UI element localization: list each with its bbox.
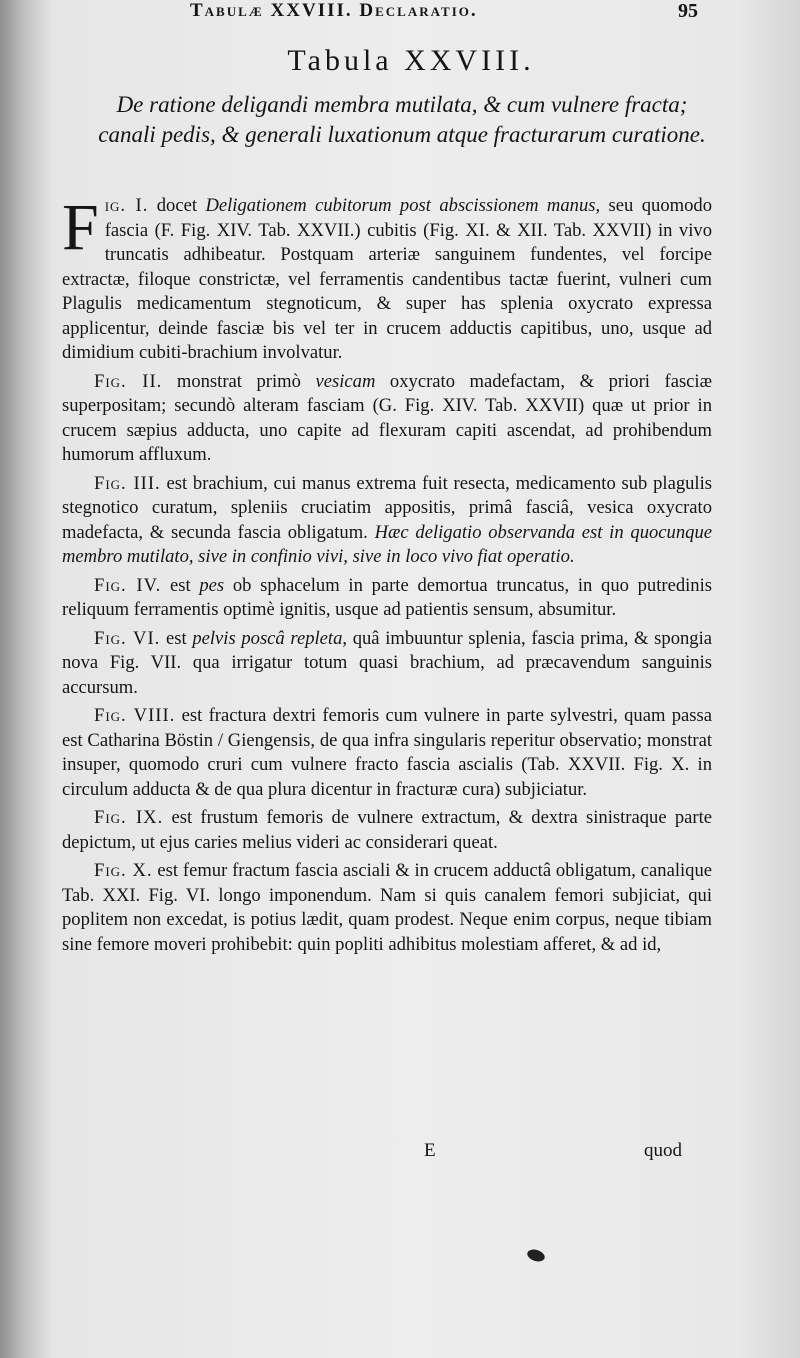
paragraph-fig-6: [62, 627, 712, 701]
paragraph-fig-8: [62, 704, 712, 802]
emphasis-text: pelvis poscâ repleta: [192, 627, 343, 649]
paragraph-text: , quâ imbuuntur splenia, fascia prima, & spongia nova Fig. VII. qua irrigatur totum quasi brachium, ad præcavendum sanguinis accursum.: [62, 627, 712, 698]
figure-label: Fig. IX.: [94, 807, 164, 828]
signature-mark: E: [424, 1140, 436, 1161]
paragraph-text: oxycrato madefactam, & priori fasciæ superpositam; secundò alteram fasciam (G. Fig. XIV. Tab. XXVII) quæ ut prior in crucem sæpius adducta, uno capite ad flexuram capiti ascendat, ad prohibendum humorum affluxum.: [62, 370, 713, 465]
paragraph-fig-9: [62, 806, 712, 855]
emphasis-text: Deligationem cubitorum post abscissionem manus: [205, 195, 596, 216]
plate-title: Tabula XXVIII.: [287, 44, 535, 77]
ink-blot: [526, 1247, 547, 1263]
paragraph-text: est frustum femoris de vulnere extractum, & dextra sinistraque parte depictum, ut ejus caries melius videri ac considerari queat.: [62, 807, 712, 853]
figure-label: ig. I.: [104, 195, 149, 216]
catchword: quod: [644, 1140, 682, 1161]
figure-label: Fig. II.: [94, 370, 163, 392]
figure-label: Fig. VI.: [94, 627, 161, 649]
book-page: [22, 0, 800, 1358]
figure-label: Fig. IV.: [94, 574, 162, 596]
paragraph-text: , seu quomodo fascia (F. Fig. XIV. Tab. XXVII.) cubitis (Fig. XI. & XII. Tab. XXVII) in vivo truncatis adhibeatur. Postquam arteriæ sanguinem fundentes, vel forcipe extractæ, filoque constrictæ, vel ferramentis candentibus tactæ fuerint, vulneri cum Plagulis medicamentum stegnoticum, & super has splenia oxycrato expressa applicentur, deinde fasciæ bis vel ter in crucem adductis capitibus, uno, usque ad dimidium cubiti-brachium involvatur.: [62, 195, 712, 363]
page-number: 95: [678, 0, 698, 22]
paragraph-fig-4: [62, 574, 712, 623]
paragraph-text: est: [160, 627, 193, 649]
paragraph-text: docet: [148, 195, 206, 216]
emphasis-text: vesicam: [315, 370, 376, 392]
paragraph-fig-10: [62, 859, 712, 957]
paragraph-fig-1: [62, 191, 712, 366]
paragraph-fig-3: [62, 472, 712, 570]
book-gutter: [0, 0, 22, 1358]
paragraph-fig-2: [62, 370, 712, 468]
body-text: [62, 191, 713, 961]
paragraph-text: est: [161, 574, 200, 596]
figure-label: Fig. III.: [94, 472, 161, 494]
running-head: Tabulæ XXVIII. Declaratio.: [190, 0, 478, 21]
paragraph-text: est femur fractum fascia asciali & in crucem adductâ obligatum, canalique Tab. XXI. Fig. VI. longo imponendum. Nam si quis canalem femori subjiciat, qui poplitem non excedat, is potius lædit, quam prodest. Neque enim corpus, neque tibiam sine femore moveri prohibebit: quin popliti adhibitus molestiam afferet, & ad id,: [62, 860, 713, 955]
emphasis-text: Hæc deligatio observanda est in quocunque membro mutilato, sive in confinio vivi, sive in loco vivo fiat operatio.: [62, 521, 712, 567]
paragraph-text: ob sphacelum in parte demortua truncatus, in quo putredinis reliquum ferramentis optimè ignitis, usque ad patientis sensum, absumitur.: [62, 574, 713, 620]
drop-cap: F: [62, 191, 99, 264]
emphasis-text: pes: [199, 574, 225, 596]
paragraph-text: est fractura dextri femoris cum vulnere in parte sylvestri, quam passa est Catharina Böstin / Giengensis, de qua infra singularis reperitur observatio; monstrat insuper, quomodo cruri cum vulnere fracto fascia ascialis (Tab. XXVII. Fig. X. in circulum adducta & de qua plura dicentur in fracturæ cura) subjiciatur.: [62, 705, 713, 800]
plate-subtitle: De ratione deligandi membra mutilata, & cum vulnere fracta; canali pedis, & generali luxationum atque fracturarum curatione.: [98, 92, 706, 147]
paragraph-text: est brachium, cui manus extrema fuit resecta, medicamento sub plagulis stegnotico curatum, spleniis cruciatim appositis, primâ fasciâ, vesica oxycrato madefacta, & secunda fascia obligatum.: [62, 472, 712, 543]
figure-label: Fig. VIII.: [94, 705, 176, 726]
figure-label: Fig. X.: [94, 860, 153, 881]
paragraph-text: monstrat primò: [162, 370, 316, 392]
